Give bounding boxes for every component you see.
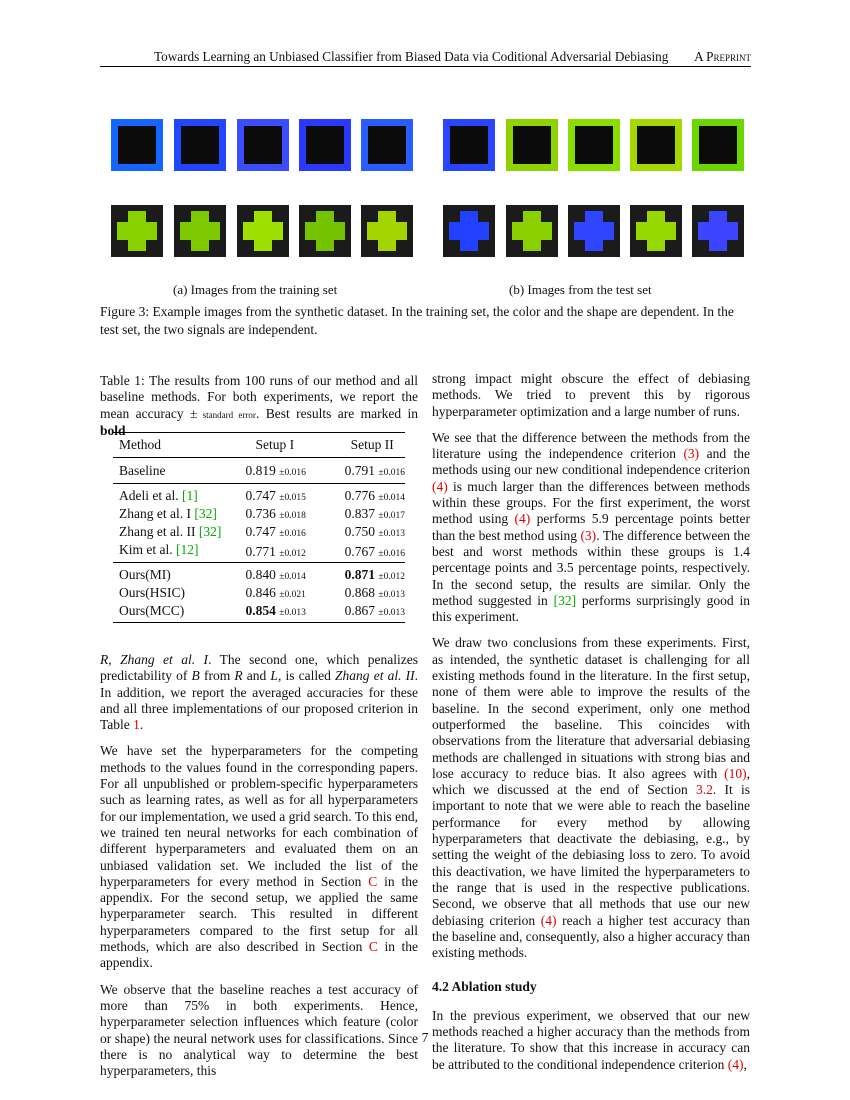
eq-ref-link[interactable]: (3) <box>683 446 700 462</box>
results-table <box>113 432 405 623</box>
square-sample-image <box>361 119 413 171</box>
col-header-method: Method <box>113 433 238 458</box>
paragraph: We observe that the baseline reaches a test accuracy of more than 75% in both experiments. Hence, hyperparameter selection influences which feature (color or shape) the neural network uses for classifications. Since there is no analytical way to determine the best hyperparameters, this <box>100 981 418 1079</box>
plus-sample-image <box>299 205 351 257</box>
eq-ref-link[interactable]: (3) <box>580 527 597 543</box>
left-column <box>100 652 418 1089</box>
plus-sample-image <box>568 205 620 257</box>
subcaption-a: (a) Images from the training set <box>173 282 338 297</box>
table-caption: Table 1: The results from 100 runs of our method and all baseline methods. For both experiments, we report the mean accuracy ± standard error. Best results are marked in bold <box>100 373 418 438</box>
section-ref-link[interactable]: C <box>368 939 378 955</box>
eq-ref-link[interactable]: (4) <box>540 912 557 928</box>
table-row: Baseline 0.819 ±0.016 0.791 ±0.016 <box>119 462 405 478</box>
section-ref-link[interactable]: C <box>368 873 378 889</box>
plus-sample-image <box>174 205 226 257</box>
paragraph: We have set the hyperparameters for the competing methods to the values found in the corresponding papers. For all unpublished or problem-specific hyperparameters such as learning rates, as well as for all hyperparameters for our implementation, we used a grid search. To this end, we trained ten neural networks for each combination of different hyperparameters and evaluated them on an unbiased validation set. We included the list of the hyperparameters for every method in Section C in the appendix. For the second setup, we applied the same hyperparameter search. This resulted in different hyperparameters compared to the first setup for all methods, which are also described in Section C in the appendix. <box>100 743 418 971</box>
page-number: 7 <box>421 1030 429 1045</box>
plus-sample-image <box>692 205 744 257</box>
square-sample-image <box>692 119 744 171</box>
plus-sample-image <box>630 205 682 257</box>
eq-ref-link[interactable]: (4) <box>514 511 531 527</box>
paragraph: We draw two conclusions from these experiments. First, as intended, the synthetic dataset is challenging for all existing methods found in the literature. In the first setup, none of them were able to improve the results of the baseline. In the second experiment, only one method outperformed the baseline. This coincides with observations from the literature that adversarial debiasing methods are challenged in situations with strong bias and lose accuracy to reduce bias. It also agrees with (10), which we discussed at the end of Section 3.2. It is important to note that we were able to reach the baseline performance for every method by allowing hyperparameters that deactivate the debiasing, e.g., by setting the weight of the debiasing loss to zero. To avoid this deactivation, we have limited the hyperparameters to the range that is used in the respective publications. Second, we observe that all methods that use our new debiasing criterion (4) reach a higher test accuracy than the baseline and, consequently, also a higher accuracy than existing methods. <box>432 635 750 961</box>
figure-caption: Figure 3: Example images from the synthetic dataset. In the training set, the color and the shape are dependent. In the test set, the two signals are independent. <box>100 304 734 337</box>
square-sample-image <box>568 119 620 171</box>
square-sample-image <box>630 119 682 171</box>
square-sample-image <box>174 119 226 171</box>
paragraph: We see that the difference between the methods from the literature using the independence criterion (3) and the methods using our new conditional independence criterion (4) is much larger than the differences between methods within these groups. For the first experiment, the worst method using (4) performs 5.9 percentage points better than the best method using (3). The difference between the best and worst methods within these groups is 1.4 percentage points and 3.5 percentage points, respectively. In the second setup, the results are similar. Only the method suggested in [32] performs surprisingly good in this experiment. <box>432 429 751 625</box>
plus-sample-image <box>443 205 495 257</box>
table-row: Adeli et al. [1] 0.747 ±0.015 0.776 ±0.014 <box>113 484 405 506</box>
col-header-setup2: Setup II <box>337 433 405 458</box>
paragraph: strong impact might obscure the effect of debiasing methods. We tried to prevent this by rigorous hyperparameter optimization and a large number of runs. <box>432 371 750 419</box>
square-sample-image <box>237 119 289 171</box>
paragraph: In the previous experiment, we observed that our new methods reached a higher accuracy than the methods from the literature. To show that this increase in accuracy can be attributed to the conditional independence criterion (4), <box>432 1007 750 1072</box>
square-sample-image <box>443 119 495 171</box>
header-preprint: A Preprint <box>694 49 751 64</box>
col-header-setup1: Setup I <box>238 433 337 458</box>
plus-sample-image <box>111 205 163 257</box>
table-row: Ours(MCC) 0.854 ±0.013 0.867 ±0.013 <box>113 602 405 623</box>
plus-sample-image <box>237 205 289 257</box>
section-heading: 4.2 Ablation study <box>432 979 537 995</box>
running-header <box>100 46 751 67</box>
header-title: Towards Learning an Unbiased Classifier from Biased Data via Coditional Adversarial Debiasing <box>154 49 669 64</box>
plus-sample-image <box>506 205 558 257</box>
eq-ref-link[interactable]: (4) <box>432 478 448 494</box>
table-row: Kim et al. [12] 0.771 ±0.012 0.767 ±0.016 <box>119 542 405 559</box>
table-ref-link[interactable]: 1 <box>133 717 140 733</box>
paragraph: R, Zhang et al. I. The second one, which penalizes predictability of B from R and L, is called Zhang et al. II. In addition, we report the averaged accuracies for these and all three implementations of our proposed criterion in Table 1. <box>100 652 418 733</box>
section-ref-link[interactable]: 3.2 <box>695 782 713 798</box>
table-row: Ours(HSIC) 0.846 ±0.021 0.868 ±0.013 <box>119 585 405 600</box>
square-sample-image <box>299 119 351 171</box>
eq-ref-link[interactable]: (10) <box>724 765 747 781</box>
citation-link[interactable]: [32] <box>553 592 577 608</box>
square-sample-image <box>506 119 558 171</box>
table-row: Ours(MI) 0.840 ±0.014 0.871 ±0.012 <box>113 563 405 585</box>
table-row: Zhang et al. I [32] 0.736 ±0.018 0.837 ±0.017 <box>119 506 405 521</box>
subcaption-b: (b) Images from the test set <box>509 282 652 297</box>
table-row: Zhang et al. II [32] 0.747 ±0.016 0.750 ±0.013 <box>119 524 405 539</box>
eq-ref-link[interactable]: (4) <box>727 1056 744 1072</box>
square-sample-image <box>111 119 163 171</box>
right-column <box>432 371 750 1083</box>
plus-sample-image <box>361 205 413 257</box>
